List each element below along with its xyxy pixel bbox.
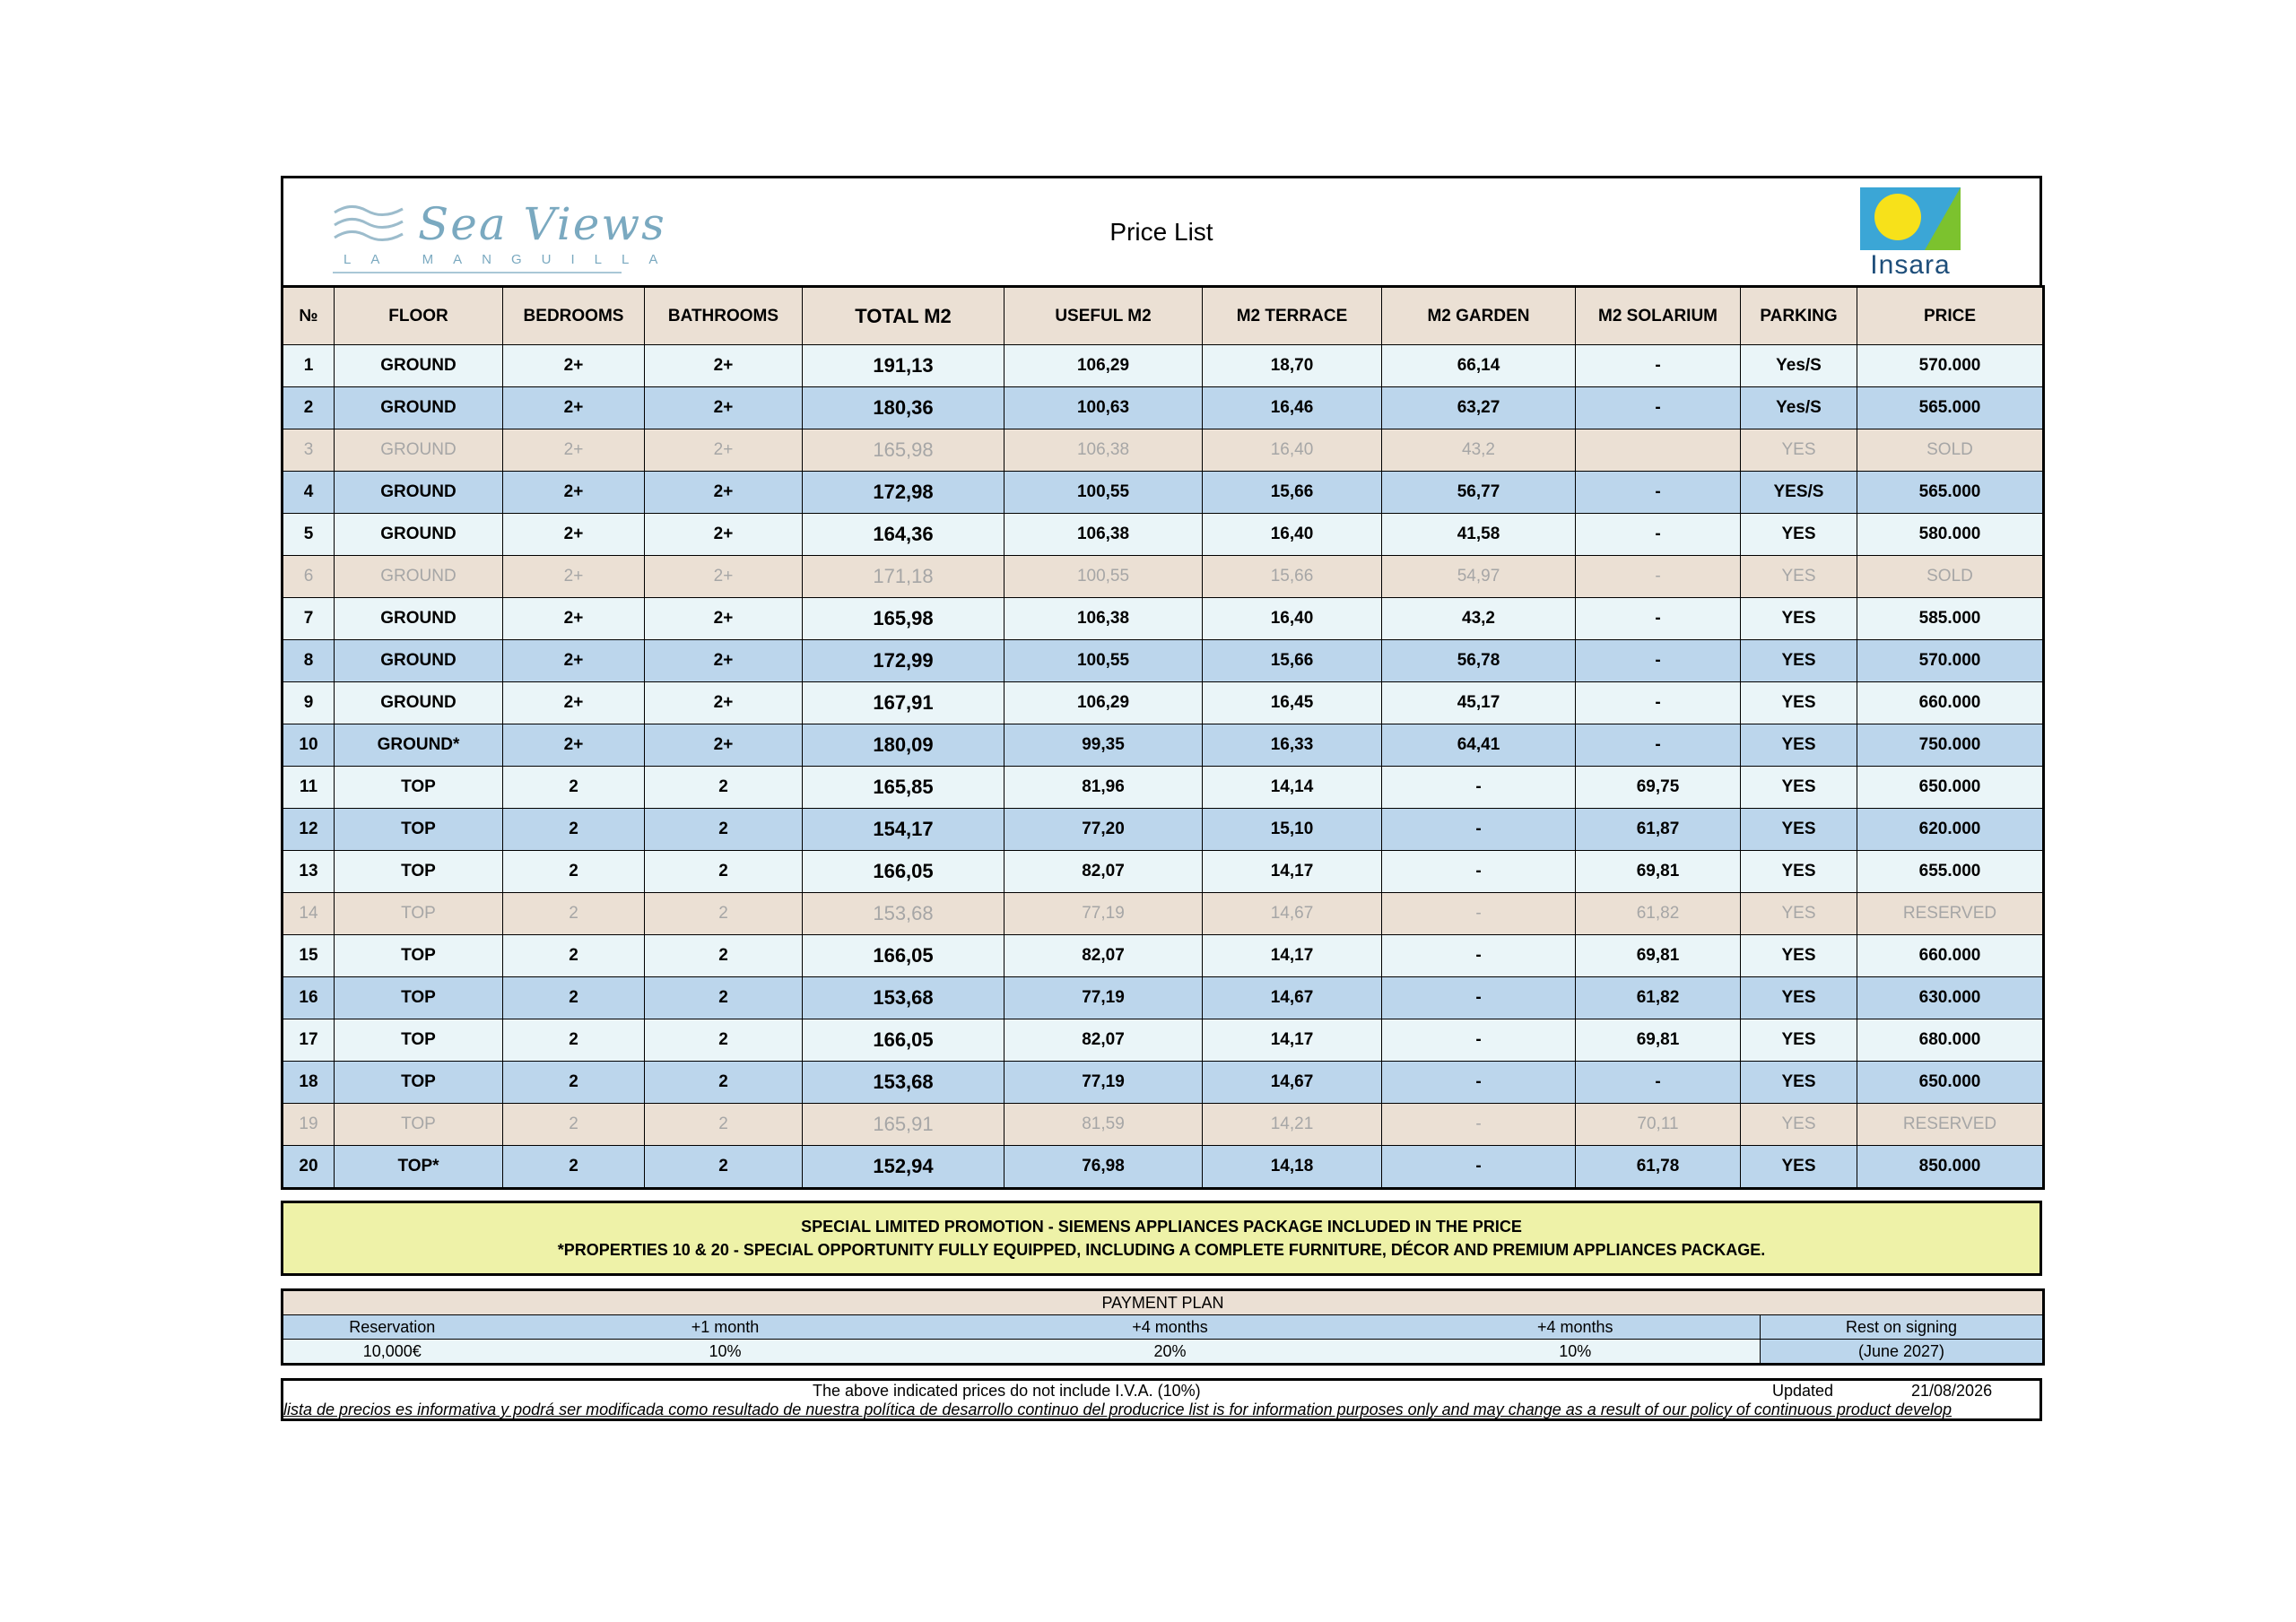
cell-bathrooms: 2	[645, 977, 803, 1019]
table-row	[283, 472, 2044, 514]
cell-total-m2: 153,68	[803, 977, 1004, 1019]
cell-total-m2: 152,94	[803, 1146, 1004, 1189]
updated-date: 21/08/2026	[1911, 1382, 1993, 1400]
payment-header-4-months-a: +4 months	[950, 1315, 1391, 1340]
cell-number: 5	[283, 514, 335, 556]
cell-number: 3	[283, 429, 335, 472]
cell-useful-m2: 100,55	[1004, 472, 1203, 514]
table-row	[283, 556, 2044, 598]
table-row	[283, 851, 2044, 893]
cell-solarium: -	[1576, 1062, 1741, 1104]
cell-solarium: 61,87	[1576, 809, 1741, 851]
cell-parking: YES	[1741, 977, 1857, 1019]
payment-header-rest: Rest on signing	[1761, 1315, 2044, 1340]
cell-parking: YES/S	[1741, 472, 1857, 514]
cell-solarium: 69,81	[1576, 935, 1741, 977]
cell-bedrooms: 2	[503, 1062, 645, 1104]
cell-useful-m2: 81,59	[1004, 1104, 1203, 1146]
cell-terrace: 16,33	[1203, 724, 1382, 767]
cell-total-m2: 171,18	[803, 556, 1004, 598]
cell-parking: YES	[1741, 640, 1857, 682]
cell-bathrooms: 2+	[645, 345, 803, 387]
cell-floor: GROUND	[335, 556, 503, 598]
cell-price: 850.000	[1857, 1146, 2044, 1189]
cell-floor: TOP	[335, 809, 503, 851]
cell-garden: 54,97	[1382, 556, 1576, 598]
insara-emblem-icon	[1860, 187, 1961, 250]
cell-bathrooms: 2+	[645, 514, 803, 556]
payment-plan-title: PAYMENT PLAN	[283, 1290, 2044, 1315]
cell-price: 565.000	[1857, 387, 2044, 429]
brand-name: Sea Views	[418, 198, 666, 250]
cell-bedrooms: 2	[503, 977, 645, 1019]
payment-plan-values-row	[283, 1340, 2044, 1365]
table-row	[283, 345, 2044, 387]
cell-bathrooms: 2	[645, 809, 803, 851]
payment-plan-title-row	[283, 1290, 2044, 1315]
cell-terrace: 16,40	[1203, 598, 1382, 640]
cell-price: 660.000	[1857, 935, 2044, 977]
cell-price: 570.000	[1857, 345, 2044, 387]
cell-terrace: 14,18	[1203, 1146, 1382, 1189]
cell-solarium: 61,82	[1576, 893, 1741, 935]
cell-garden: 64,41	[1382, 724, 1576, 767]
cell-bedrooms: 2+	[503, 682, 645, 724]
cell-number: 4	[283, 472, 335, 514]
cell-parking: YES	[1741, 851, 1857, 893]
cell-floor: TOP	[335, 851, 503, 893]
cell-garden: 56,77	[1382, 472, 1576, 514]
cell-garden: -	[1382, 977, 1576, 1019]
cell-number: 15	[283, 935, 335, 977]
cell-floor: GROUND*	[335, 724, 503, 767]
cell-price: 585.000	[1857, 598, 2044, 640]
table-row	[283, 809, 2044, 851]
promo-line-2: *PROPERTIES 10 & 20 - SPECIAL OPPORTUNITY FULLY EQUIPPED, INCLUDING A COMPLETE FURNITURE, DÉCOR AND PREMIUM APPLIANCES PACKAGE.	[557, 1241, 1766, 1259]
payment-plan-table	[281, 1288, 2045, 1366]
brand-divider	[333, 272, 622, 273]
col-header-bathrooms: BATHROOMS	[645, 287, 803, 345]
cell-garden: 43,2	[1382, 598, 1576, 640]
cell-useful-m2: 106,29	[1004, 345, 1203, 387]
cell-bedrooms: 2+	[503, 724, 645, 767]
col-header-terrace: M2 TERRACE	[1203, 287, 1382, 345]
cell-total-m2: 165,85	[803, 767, 1004, 809]
footer-notes	[281, 1378, 2042, 1421]
cell-number: 9	[283, 682, 335, 724]
cell-bathrooms: 2+	[645, 640, 803, 682]
cell-price: SOLD	[1857, 429, 2044, 472]
col-header-garden: M2 GARDEN	[1382, 287, 1576, 345]
table-row	[283, 598, 2044, 640]
cell-useful-m2: 106,38	[1004, 429, 1203, 472]
cell-bedrooms: 2	[503, 809, 645, 851]
cell-useful-m2: 106,29	[1004, 682, 1203, 724]
cell-terrace: 14,67	[1203, 893, 1382, 935]
cell-useful-m2: 82,07	[1004, 935, 1203, 977]
disclaimer-text: lista de precios es informativa y podrá ser modificada como resultado de nuestra política de desarrollo continuo del producrice list is for information purposes only and may change as a result of our policy of continuous product develop	[283, 1401, 1952, 1418]
cell-terrace: 16,40	[1203, 514, 1382, 556]
cell-floor: TOP	[335, 935, 503, 977]
cell-total-m2: 153,68	[803, 893, 1004, 935]
cell-price: 570.000	[1857, 640, 2044, 682]
col-header-parking: PARKING	[1741, 287, 1857, 345]
cell-bedrooms: 2	[503, 1146, 645, 1189]
cell-total-m2: 164,36	[803, 514, 1004, 556]
table-header-row	[283, 287, 2044, 345]
cell-solarium: 70,11	[1576, 1104, 1741, 1146]
vat-note: The above indicated prices do not include I.V.A. (10%)	[813, 1382, 1201, 1400]
table-row	[283, 640, 2044, 682]
cell-bathrooms: 2	[645, 935, 803, 977]
cell-useful-m2: 82,07	[1004, 1019, 1203, 1062]
cell-bathrooms: 2+	[645, 556, 803, 598]
cell-bathrooms: 2	[645, 1146, 803, 1189]
cell-solarium: -	[1576, 598, 1741, 640]
cell-parking: YES	[1741, 1146, 1857, 1189]
cell-total-m2: 165,98	[803, 598, 1004, 640]
cell-number: 1	[283, 345, 335, 387]
cell-garden: -	[1382, 809, 1576, 851]
cell-floor: TOP*	[335, 1146, 503, 1189]
cell-floor: TOP	[335, 1019, 503, 1062]
payment-value-4-months-a: 20%	[950, 1340, 1391, 1365]
cell-price: 650.000	[1857, 767, 2044, 809]
cell-total-m2: 191,13	[803, 345, 1004, 387]
cell-solarium: -	[1576, 472, 1741, 514]
cell-number: 16	[283, 977, 335, 1019]
cell-terrace: 16,40	[1203, 429, 1382, 472]
cell-floor: TOP	[335, 977, 503, 1019]
cell-price: 750.000	[1857, 724, 2044, 767]
price-table	[281, 285, 2045, 1190]
table-row	[283, 724, 2044, 767]
cell-parking: YES	[1741, 429, 1857, 472]
cell-number: 6	[283, 556, 335, 598]
cell-garden: -	[1382, 893, 1576, 935]
cell-bedrooms: 2+	[503, 598, 645, 640]
cell-solarium: 61,82	[1576, 977, 1741, 1019]
cell-useful-m2: 77,19	[1004, 977, 1203, 1019]
payment-plan-header-row	[283, 1315, 2044, 1340]
table-row	[283, 767, 2044, 809]
cell-solarium: 61,78	[1576, 1146, 1741, 1189]
cell-solarium: 69,75	[1576, 767, 1741, 809]
cell-floor: GROUND	[335, 387, 503, 429]
cell-price: 650.000	[1857, 1062, 2044, 1104]
col-header-total-m2: TOTAL M2	[803, 287, 1004, 345]
cell-solarium: 69,81	[1576, 851, 1741, 893]
cell-bedrooms: 2+	[503, 640, 645, 682]
cell-useful-m2: 77,19	[1004, 893, 1203, 935]
cell-total-m2: 180,09	[803, 724, 1004, 767]
cell-garden: 45,17	[1382, 682, 1576, 724]
cell-bedrooms: 2+	[503, 429, 645, 472]
cell-parking: YES	[1741, 935, 1857, 977]
cell-solarium: -	[1576, 514, 1741, 556]
cell-floor: TOP	[335, 1104, 503, 1146]
cell-bathrooms: 2	[645, 767, 803, 809]
table-row	[283, 682, 2044, 724]
page-title: Price List	[1109, 218, 1213, 246]
cell-price: 565.000	[1857, 472, 2044, 514]
cell-number: 14	[283, 893, 335, 935]
payment-value-reservation: 10,000€	[283, 1340, 501, 1365]
cell-terrace: 15,66	[1203, 556, 1382, 598]
table-row	[283, 893, 2044, 935]
cell-price: 620.000	[1857, 809, 2044, 851]
cell-garden: 43,2	[1382, 429, 1576, 472]
price-list-sheet	[281, 176, 2042, 1421]
cell-number: 18	[283, 1062, 335, 1104]
cell-terrace: 14,14	[1203, 767, 1382, 809]
cell-solarium: -	[1576, 724, 1741, 767]
payment-header-4-months-b: +4 months	[1391, 1315, 1761, 1340]
cell-bedrooms: 2+	[503, 345, 645, 387]
cell-bathrooms: 2	[645, 851, 803, 893]
cell-terrace: 15,66	[1203, 640, 1382, 682]
cell-total-m2: 172,99	[803, 640, 1004, 682]
cell-parking: YES	[1741, 893, 1857, 935]
cell-number: 13	[283, 851, 335, 893]
cell-garden: -	[1382, 767, 1576, 809]
table-row	[283, 387, 2044, 429]
cell-price: 630.000	[1857, 977, 2044, 1019]
insara-logo	[1860, 187, 1961, 279]
cell-parking: YES	[1741, 767, 1857, 809]
updated-label: Updated	[1772, 1382, 1834, 1400]
col-header-number: №	[283, 287, 335, 345]
cell-terrace: 15,10	[1203, 809, 1382, 851]
cell-price: 660.000	[1857, 682, 2044, 724]
cell-terrace: 15,66	[1203, 472, 1382, 514]
cell-terrace: 14,21	[1203, 1104, 1382, 1146]
table-row	[283, 1062, 2044, 1104]
cell-terrace: 16,46	[1203, 387, 1382, 429]
cell-bathrooms: 2+	[645, 429, 803, 472]
cell-price: 655.000	[1857, 851, 2044, 893]
cell-useful-m2: 99,35	[1004, 724, 1203, 767]
cell-total-m2: 165,91	[803, 1104, 1004, 1146]
cell-terrace: 14,17	[1203, 1019, 1382, 1062]
cell-useful-m2: 82,07	[1004, 851, 1203, 893]
cell-useful-m2: 106,38	[1004, 598, 1203, 640]
cell-solarium: -	[1576, 387, 1741, 429]
cell-number: 7	[283, 598, 335, 640]
cell-solarium: -	[1576, 640, 1741, 682]
cell-bathrooms: 2+	[645, 724, 803, 767]
cell-bathrooms: 2+	[645, 472, 803, 514]
cell-terrace: 14,17	[1203, 851, 1382, 893]
cell-bathrooms: 2+	[645, 682, 803, 724]
cell-garden: -	[1382, 1062, 1576, 1104]
col-header-floor: FLOOR	[335, 287, 503, 345]
cell-parking: YES	[1741, 514, 1857, 556]
cell-garden: 63,27	[1382, 387, 1576, 429]
cell-solarium: -	[1576, 345, 1741, 387]
cell-terrace: 16,45	[1203, 682, 1382, 724]
cell-bedrooms: 2	[503, 935, 645, 977]
cell-parking: YES	[1741, 598, 1857, 640]
cell-price: 680.000	[1857, 1019, 2044, 1062]
cell-garden: -	[1382, 851, 1576, 893]
cell-bathrooms: 2+	[645, 598, 803, 640]
cell-floor: GROUND	[335, 640, 503, 682]
table-row	[283, 935, 2044, 977]
cell-bathrooms: 2	[645, 1062, 803, 1104]
insara-wordmark: Insara	[1870, 250, 1951, 280]
cell-parking: YES	[1741, 1019, 1857, 1062]
cell-useful-m2: 81,96	[1004, 767, 1203, 809]
cell-floor: GROUND	[335, 429, 503, 472]
cell-useful-m2: 106,38	[1004, 514, 1203, 556]
cell-bathrooms: 2	[645, 893, 803, 935]
cell-number: 8	[283, 640, 335, 682]
cell-total-m2: 153,68	[803, 1062, 1004, 1104]
cell-useful-m2: 77,19	[1004, 1062, 1203, 1104]
price-table-body	[283, 345, 2044, 1189]
cell-number: 12	[283, 809, 335, 851]
cell-terrace: 18,70	[1203, 345, 1382, 387]
table-row	[283, 1019, 2044, 1062]
cell-bedrooms: 2+	[503, 514, 645, 556]
cell-total-m2: 154,17	[803, 809, 1004, 851]
cell-floor: GROUND	[335, 514, 503, 556]
cell-floor: GROUND	[335, 345, 503, 387]
cell-number: 17	[283, 1019, 335, 1062]
table-row	[283, 514, 2044, 556]
cell-bedrooms: 2	[503, 893, 645, 935]
cell-floor: GROUND	[335, 472, 503, 514]
cell-total-m2: 166,05	[803, 1019, 1004, 1062]
cell-garden: 41,58	[1382, 514, 1576, 556]
cell-bedrooms: 2	[503, 1019, 645, 1062]
payment-header-reservation: Reservation	[283, 1315, 501, 1340]
col-header-price: PRICE	[1857, 287, 2044, 345]
cell-total-m2: 180,36	[803, 387, 1004, 429]
cell-parking: YES	[1741, 682, 1857, 724]
cell-bedrooms: 2+	[503, 387, 645, 429]
col-header-solarium: M2 SOLARIUM	[1576, 287, 1741, 345]
cell-bathrooms: 2	[645, 1019, 803, 1062]
cell-bedrooms: 2	[503, 1104, 645, 1146]
cell-useful-m2: 100,55	[1004, 556, 1203, 598]
cell-floor: TOP	[335, 893, 503, 935]
cell-garden: -	[1382, 1104, 1576, 1146]
cell-price: SOLD	[1857, 556, 2044, 598]
col-header-useful-m2: USEFUL M2	[1004, 287, 1203, 345]
payment-value-1-month: 10%	[501, 1340, 950, 1365]
cell-parking: Yes/S	[1741, 387, 1857, 429]
cell-bedrooms: 2+	[503, 472, 645, 514]
cell-bedrooms: 2	[503, 851, 645, 893]
cell-floor: TOP	[335, 1062, 503, 1104]
cell-useful-m2: 100,63	[1004, 387, 1203, 429]
brand-subtitle: LA MANGUILLA	[344, 252, 678, 267]
promotion-banner	[281, 1201, 2042, 1276]
table-row	[283, 977, 2044, 1019]
cell-price: RESERVED	[1857, 893, 2044, 935]
payment-header-1-month: +1 month	[501, 1315, 950, 1340]
cell-useful-m2: 100,55	[1004, 640, 1203, 682]
cell-bathrooms: 2+	[645, 387, 803, 429]
cell-parking: YES	[1741, 1062, 1857, 1104]
payment-value-4-months-b: 10%	[1391, 1340, 1761, 1365]
col-header-bedrooms: BEDROOMS	[503, 287, 645, 345]
promo-line-1: SPECIAL LIMITED PROMOTION - SIEMENS APPLIANCES PACKAGE INCLUDED IN THE PRICE	[801, 1218, 1522, 1236]
cell-total-m2: 166,05	[803, 935, 1004, 977]
cell-floor: TOP	[335, 767, 503, 809]
cell-number: 10	[283, 724, 335, 767]
cell-parking: YES	[1741, 809, 1857, 851]
cell-price: 580.000	[1857, 514, 2044, 556]
cell-garden: 56,78	[1382, 640, 1576, 682]
cell-total-m2: 172,98	[803, 472, 1004, 514]
table-row	[283, 1104, 2044, 1146]
cell-parking: YES	[1741, 724, 1857, 767]
cell-solarium: 69,81	[1576, 1019, 1741, 1062]
cell-solarium: -	[1576, 682, 1741, 724]
table-row	[283, 429, 2044, 472]
cell-total-m2: 167,91	[803, 682, 1004, 724]
cell-useful-m2: 76,98	[1004, 1146, 1203, 1189]
payment-value-rest: (June 2027)	[1761, 1340, 2044, 1365]
cell-bedrooms: 2	[503, 767, 645, 809]
cell-terrace: 14,67	[1203, 977, 1382, 1019]
cell-bedrooms: 2+	[503, 556, 645, 598]
cell-garden: 66,14	[1382, 345, 1576, 387]
cell-parking: YES	[1741, 556, 1857, 598]
cell-bathrooms: 2	[645, 1104, 803, 1146]
cell-solarium	[1576, 429, 1741, 472]
cell-total-m2: 166,05	[803, 851, 1004, 893]
cell-terrace: 14,17	[1203, 935, 1382, 977]
cell-garden: -	[1382, 1146, 1576, 1189]
cell-price: RESERVED	[1857, 1104, 2044, 1146]
cell-terrace: 14,67	[1203, 1062, 1382, 1104]
cell-number: 20	[283, 1146, 335, 1189]
cell-floor: GROUND	[335, 682, 503, 724]
cell-garden: -	[1382, 1019, 1576, 1062]
cell-total-m2: 165,98	[803, 429, 1004, 472]
cell-number: 2	[283, 387, 335, 429]
cell-garden: -	[1382, 935, 1576, 977]
sheet-header	[281, 176, 2042, 285]
cell-number: 19	[283, 1104, 335, 1146]
cell-floor: GROUND	[335, 598, 503, 640]
table-row	[283, 1146, 2044, 1189]
cell-solarium: -	[1576, 556, 1741, 598]
cell-useful-m2: 77,20	[1004, 809, 1203, 851]
cell-parking: Yes/S	[1741, 345, 1857, 387]
cell-parking: YES	[1741, 1104, 1857, 1146]
cell-number: 11	[283, 767, 335, 809]
